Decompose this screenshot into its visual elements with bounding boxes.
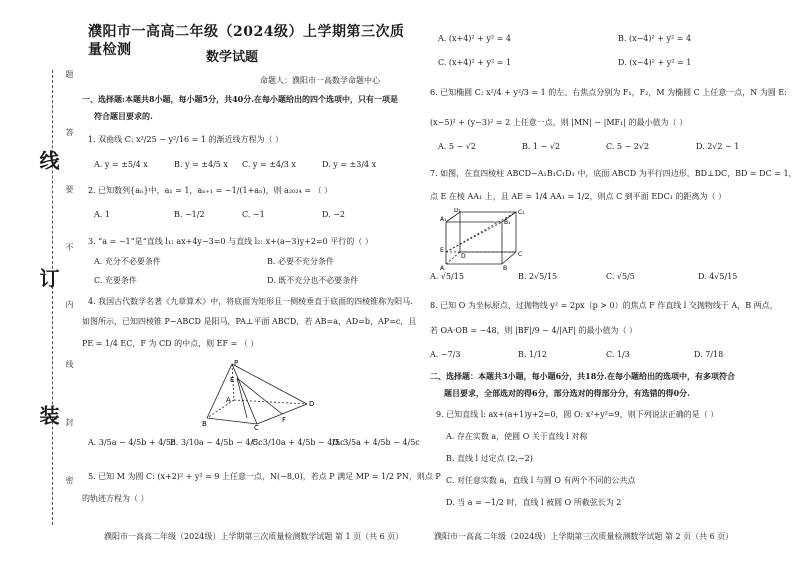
pyramid-label: D [309,400,315,408]
q9-option-c: C. 对任意实数 a，直线 l 与圆 O 有两个不同的公共点 [446,476,636,485]
q1-option-a: A. y = ±5/4 x [94,160,148,169]
binding-small-char: 不 [65,243,74,251]
exam-subtitle: 数学试题 [206,50,259,65]
exam-author: 命题人：濮阳市一高数学命题中心 [260,76,380,85]
question-6-line-2: (x−5)² + (y−3)² = 2 上任意一点，则 |MN| − |MF₁| 的最小值为（ ） [430,118,688,127]
question-9: 9. 已知直线 l: ax+(a+1)y+2=0，圆 O: x²+y²=9，则下列说法正确的是（ ） [436,410,719,419]
q3-option-b: B. 必要不充分条件 [267,257,334,266]
prism-label: A [440,265,445,270]
question-2: 2. 已知数列{aₙ}中，a₁ = 1，aₙ₊₁ = −1/(1+aₙ)，则 a₂₀₂₄ = （ ） [88,186,333,195]
pyramid-label: F [282,416,287,424]
question-7-line-1: 7. 如图，在直四棱柱 ABCD−A₁B₁C₁D₁ 中，底面 ABCD 为平行四边形，BD⊥DC，BD = DC = 1， [430,169,797,178]
q1-option-b: B. y = ±4/5 x [174,160,228,169]
q4-option-a: A. 3/5a − 4/5b + 4/5c [88,438,176,447]
footer-page-2: 濮阳市一高高二年级（2024级）上学期第三次质量检测数学试题 第 2 页（共 6 页） [434,532,734,541]
q6-option-d: D. 2√2 − 1 [696,142,740,151]
q2-option-d: D. −2 [322,210,346,219]
q5-option-b: B. (x−4)² + y² = 4 [618,34,692,43]
q8-option-d: D. 7/18 [694,350,724,359]
q7-option-a: A. √5/15 [430,272,464,281]
q9-option-d: D. 当 a = −1/2 时，直线 l 被圆 O 所截弦长为 2 [446,498,622,507]
binding-dashed-line [52,70,53,525]
q1-option-c: C. y = ±4/3 x [242,160,296,169]
prism-label: A₁ [440,216,447,223]
pyramid-label: E [230,376,235,384]
question-4-line-2: 如图所示，已知四棱锥 P−ABCD 是阳马，PA⊥平面 ABCD，若 AB=a，AD=b，AP=c，且 [82,317,417,326]
binding-small-char: 答 [65,128,74,136]
pyramid-figure [202,360,322,430]
q5-option-c: C. (x+4)² + y² = 1 [438,58,512,67]
q3-option-c: C. 充要条件 [94,276,137,285]
prism-label: C₁ [518,209,525,216]
prism-figure [440,208,530,270]
question-6-line-1: 6. 已知椭圆 C: x²/4 + y²/3 = 1 的左、右焦点分别为 F₁，F₂，M 为椭圆 C 上任意一点，N 为圆 E: [430,88,787,97]
q4-option-c: C. 3/10a + 4/5b − 4/5c [252,438,345,447]
section-2-heading: 二、选择题：本题共3小题，每小题6分，共18分.在每小题给出的选项中，有多项符合 [430,371,736,381]
q2-option-a: A. 1 [94,210,110,219]
q4-option-b: B. 3/10a − 4/5b − 4/5c [170,438,263,447]
question-5-line-2: 的轨迹方程为（ ） [82,494,149,503]
q9-option-a: A. 存在实数 a，使圆 O 关于直线 l 对称 [446,432,588,441]
q3-option-d: D. 既不充分也不必要条件 [267,276,359,285]
q7-option-d: D. 4√5/15 [698,272,738,281]
binding-small-char: 要 [65,185,74,193]
binding-small-char: 题 [65,70,74,78]
question-4-line-3: PE = 1/4 EC，F 为 CD 的中点，则 EF = （ ） [82,339,259,348]
binding-char-zhuang: 装 [36,405,60,425]
section-1-heading-cont: 符合题目要求的. [94,111,153,121]
binding-char-xian: 线 [36,150,60,170]
prism-label: D₁ [454,208,462,214]
pyramid-label: A [226,396,231,404]
section-2-heading-cont: 题目要求，全部选对的得6分，部分选对的得部分分，有选错的得0分. [444,388,690,398]
binding-small-char: 密 [65,476,74,484]
binding-char-ding: 订 [36,268,60,288]
prism-label: E [440,247,444,254]
q3-option-a: A. 充分不必要条件 [94,257,161,266]
prism-label: C [518,251,523,258]
q4-option-d: D. 3/5a + 4/5b − 4/5c [332,438,420,447]
binding-small-char: 内 [65,300,74,308]
pyramid-label: B [202,420,207,428]
question-8-line-1: 8. 已知 O 为坐标原点，过抛物线 y² = 2px（p > 0）的焦点 F 作直线 l 交抛物线于 A，B 两点， [430,301,778,310]
binding-strip [0,0,74,565]
pyramid-label: P [234,360,239,367]
section-1-heading: 一、选择题:本题共8小题，每小题5分，共40分.在每小题给出的四个选项中，只有一项是 [82,94,399,104]
q8-option-a: A. −7/3 [430,350,461,359]
pyramid-label: C [254,424,259,430]
q5-option-a: A. (x+4)² + y² = 4 [438,34,512,43]
binding-small-char: 封 [65,418,74,426]
q8-option-c: C. 1/3 [606,350,630,359]
exam-title: 濮阳市一高高二年级（2024级）上学期第三次质量检测 [88,24,405,58]
q8-option-b: B. 1/12 [518,350,547,359]
question-8-line-2: 若 OA·OB = −48，则 |BF|/9 − 4/|AF| 的最小值为（ ） [430,326,638,335]
q6-option-a: A. 5 − √2 [438,142,476,151]
q7-option-c: C. √5/5 [606,272,635,281]
question-3: 3. “a = −1”是“直线 l₁: ax+4y−3=0 与直线 l₂: x+(a−3)y+2=0 平行的（ ） [88,237,373,246]
q6-option-c: C. 5 − 2√2 [606,142,650,151]
footer-page-1: 濮阳市一高高二年级（2024级）上学期第三次质量检测数学试题 第 1 页（共 6 页） [104,532,404,541]
q6-option-b: B. 1 − √2 [522,142,561,151]
q1-option-d: D. y = ±3/4 x [322,160,377,169]
q7-option-b: B. 2√5/15 [518,272,558,281]
binding-small-char: 线 [65,360,74,368]
q2-option-b: B. −1/2 [174,210,205,219]
question-5-line-1: 5. 已知 M 为圆 C: (x+2)² + y² = 9 上任意一点，N(−8,0)，若点 P 满足 MP = 1/2 PN，则点 P [88,472,441,481]
q2-option-c: C. −1 [242,210,265,219]
question-1: 1. 双曲线 C: x²/25 − y²/16 = 1 的渐近线方程为（ ） [88,135,284,144]
q5-option-d: D. (x−4)² + y² = 1 [618,58,692,67]
question-4-line-1: 4. 我国古代数学名著《九章算术》中，将底面为矩形且一侧棱垂直于底面的四棱锥称为阳马. [88,297,413,306]
question-7-line-2: 点 E 在棱 AA₁ 上，且 AE = 1/4 AA₁ = 1/2，则点 C 到平面 EDC₁ 的距离为（ ） [430,192,726,201]
prism-label: B₁ [504,219,511,226]
q9-option-b: B. 直线 l 过定点 (2,−2) [446,454,533,463]
prism-label: B [503,265,508,270]
prism-label: D [461,253,466,260]
